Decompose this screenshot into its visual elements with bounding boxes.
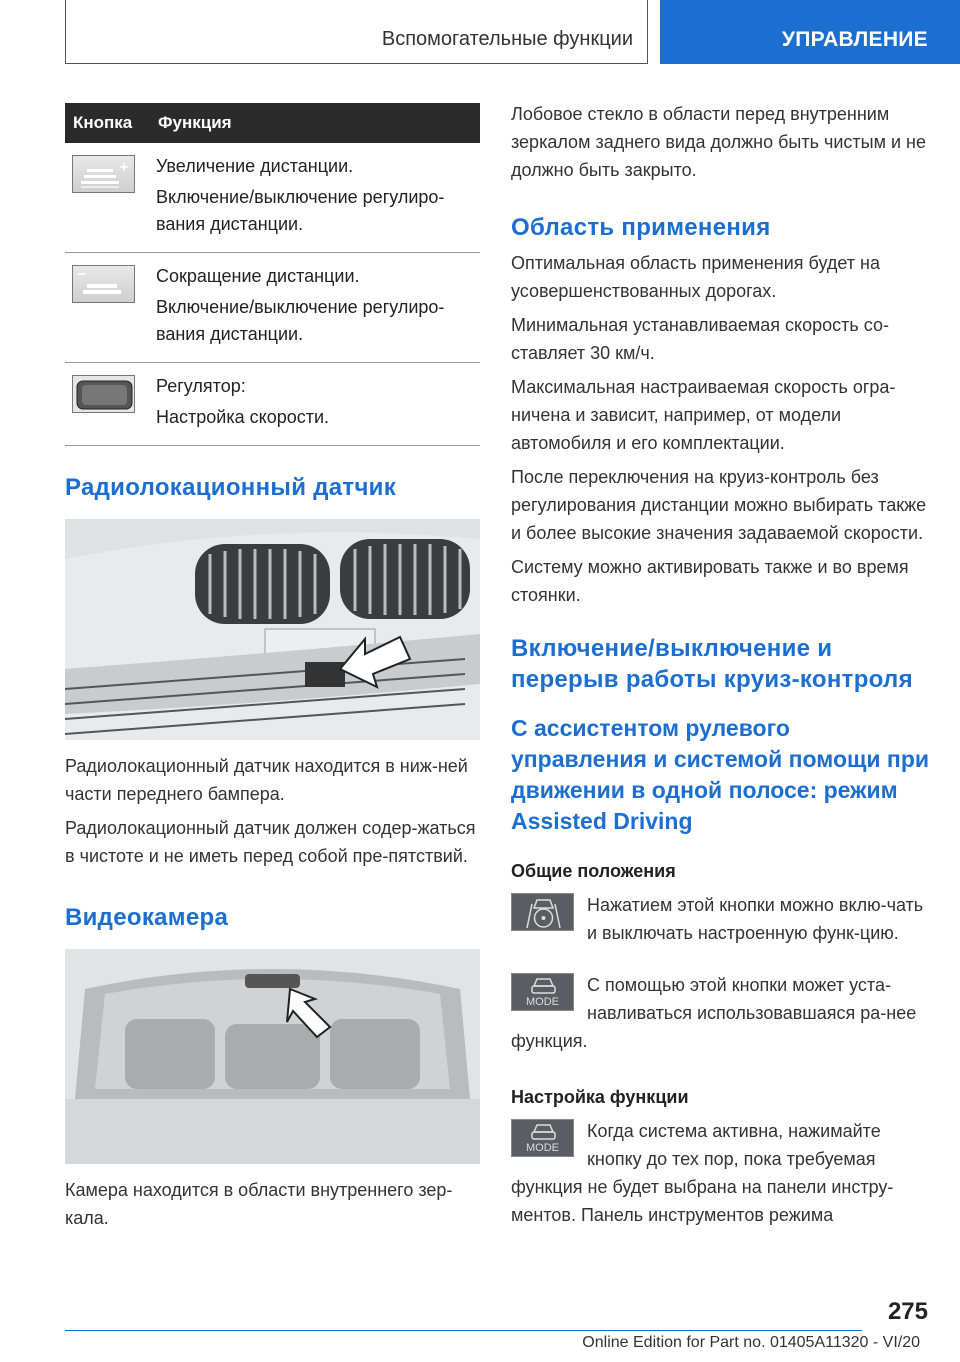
assisted-driving-heading: С ассистентом рулевого управления и системой помощи при движении в одной полосе: режим Assisted Driving xyxy=(511,715,930,834)
area-paragraph-3: Максимальная настраиваемая скорость огра-ничена и зависит, например, от модели автомобиля и его комплектации. xyxy=(511,377,896,453)
general-paragraph-2: С помощью этой кнопки может уста-навливаться использовавшаяся ра-нее функция. xyxy=(511,975,917,1051)
header-section-box xyxy=(65,0,648,64)
area-paragraph-4: После переключения на круиз-контроль без регулирования дистанции можно выбирать также и более высокие значения задаваемой скорости. xyxy=(511,467,927,543)
footer-edition: Online Edition for Part no. 01405A11320 - VI/20 xyxy=(582,1334,920,1351)
table-cell-line2: Включение/выключение регулиро-вания дистанции. xyxy=(156,297,445,344)
camera-paragraph-1: Камера находится в области внутреннего зер-кала. xyxy=(65,1180,453,1228)
distance-decrease-icon xyxy=(72,265,135,303)
mode-button-icon xyxy=(511,1119,574,1157)
table-row xyxy=(65,253,480,363)
left-column xyxy=(65,103,480,1238)
mode-button-icon xyxy=(511,973,574,1011)
footer-divider xyxy=(65,1330,862,1331)
radar-heading: Радиолокационный датчик xyxy=(65,474,397,501)
general-heading: Общие положения xyxy=(511,861,676,881)
table-cell-line1: Регулятор: xyxy=(156,376,246,396)
table-row xyxy=(65,143,480,253)
rocker-switch-icon xyxy=(72,375,135,413)
area-paragraph-2: Минимальная устанавливаемая скорость со-ставляет 30 км/ч. xyxy=(511,315,889,363)
table-cell-line1: Сокращение дистанции. xyxy=(156,266,360,286)
table-cell-line2: Включение/выключение регулиро-вания дистанции. xyxy=(156,187,445,234)
windshield-paragraph: Лобовое стекло в области перед внутренним зеркалом заднего вида должно быть чистым и не должно быть закрыто. xyxy=(511,104,926,180)
distance-increase-icon xyxy=(72,155,135,193)
radar-paragraph-2: Радиолокационный датчик должен содер-жаться в чистоте и не иметь перед собой пре-пятствий. xyxy=(65,818,476,866)
right-column xyxy=(511,100,931,1235)
onoff-heading: Включение/выключение и перерыв работы круиз-контроля xyxy=(511,635,913,693)
setting-paragraph-1: Когда система активна, нажимайте кнопку до тех пор, пока требуемая функция не будет выбрана на панели инстру-ментов. Панель инструментов режима xyxy=(511,1121,894,1225)
header-chapter-title: УПРАВЛЕНИЕ xyxy=(781,28,928,51)
setting-heading: Настройка функции xyxy=(511,1087,689,1107)
general-paragraph-1: Нажатием этой кнопки можно вклю-чать и выключать настроенную функ-цию. xyxy=(587,895,924,943)
table-row xyxy=(65,363,480,446)
table-header-function: Функция xyxy=(156,103,480,143)
mode-button-label: MODE xyxy=(526,996,559,1008)
radar-paragraph-1: Радиолокационный датчик находится в ниж-ней части переднего бампера. xyxy=(65,756,468,804)
camera-photo xyxy=(65,949,480,1164)
steering-assist-button-icon xyxy=(511,893,574,931)
radar-sensor-photo xyxy=(65,519,480,740)
page-number: 275 xyxy=(887,1298,928,1325)
button-function-table xyxy=(65,103,480,446)
mode-button-label: MODE xyxy=(526,1142,559,1154)
area-heading: Область применения xyxy=(511,214,771,241)
area-paragraph-5: Систему можно активировать также и во время стоянки. xyxy=(511,557,909,605)
table-cell-line1: Увеличение дистанции. xyxy=(156,156,354,176)
table-cell-line2: Настройка скорости. xyxy=(156,407,330,427)
table-header-button: Кнопка xyxy=(65,103,156,143)
header-section-title: Вспомогательные функции xyxy=(381,28,633,50)
header-chapter-tab xyxy=(660,0,960,64)
area-paragraph-1: Оптимальная область применения будет на усовершенствованных дорогах. xyxy=(511,253,880,301)
camera-heading: Видеокамера xyxy=(65,904,229,931)
